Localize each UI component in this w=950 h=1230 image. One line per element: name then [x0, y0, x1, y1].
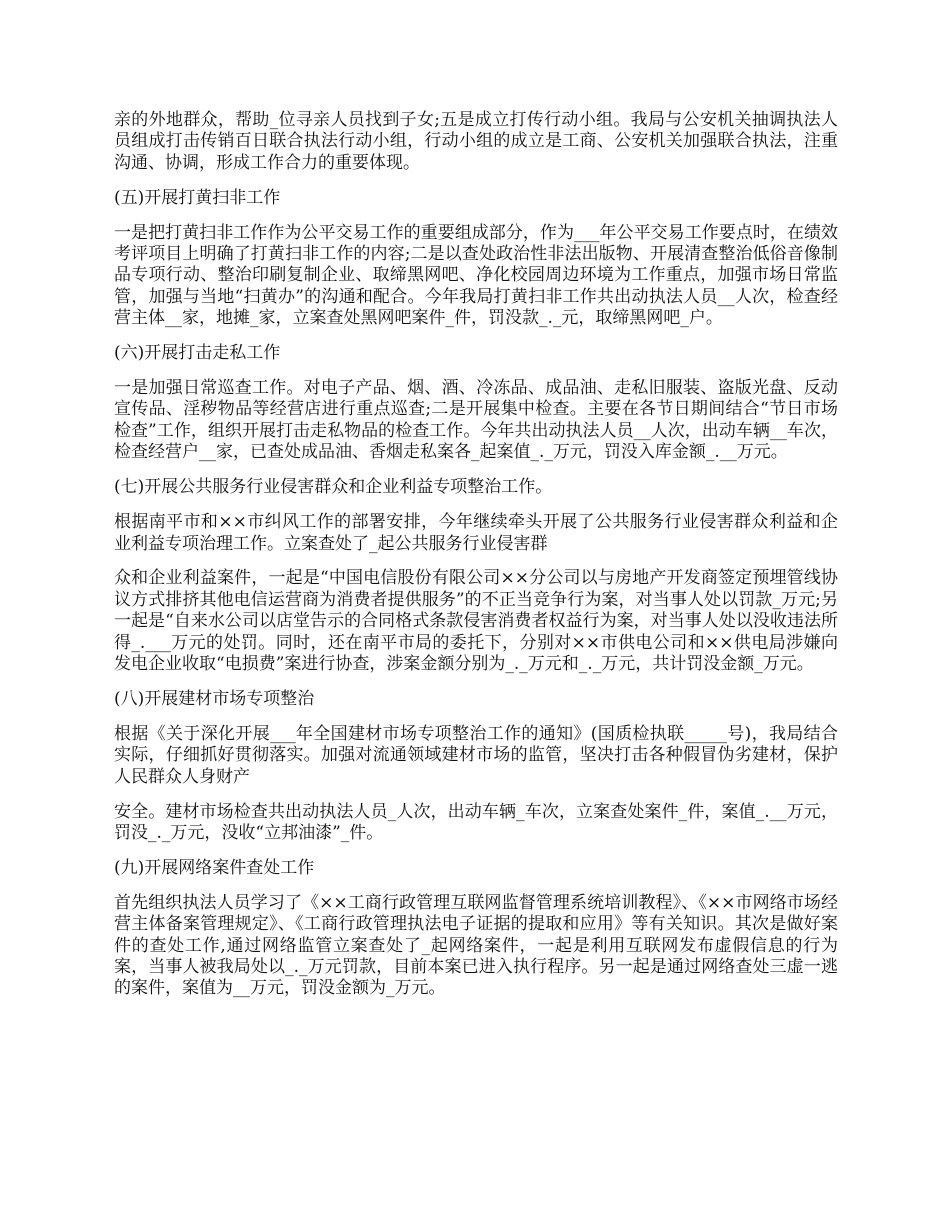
paragraph-section-8a: 根据《关于深化开展___年全国建材市场专项整治工作的通知》(国质检执联_____号)，我局结合实际，仔细抓好贯彻落实。加强对流通领域建材市场的监管，坚决打击各种假冒伪劣建材，保护人民群众人身财产: [114, 723, 838, 787]
section-heading-8: (八)开展建材市场专项整治: [114, 688, 315, 709]
section-heading-7: (七)开展公共服务行业侵害群众和企业利益专项整治工作。: [114, 477, 553, 498]
section-heading-5: (五)开展打黄扫非工作: [114, 187, 281, 208]
paragraph-intro: 亲的外地群众，帮助_位寻亲人员找到子女;五是成立打传行动小组。我局与公安机关抽调执法人员组成打击传销百日联合执法行动小组，行动小组的成立是工商、公安机关加强联合执法，注重沟通、协调，形成工作合力的重要体现。: [114, 110, 838, 173]
section-heading-6: (六)开展打击走私工作: [114, 343, 281, 364]
paragraph-section-6: 一是加强日常巡查工作。对电子产品、烟、酒、冷冻品、成品油、走私旧服装、盗版光盘、反动宣传品、淫秽物品等经营店进行重点巡查;二是开展集中检查。主要在各节日期间结合“节日市场检查”工作，组织开展打击走私物品的检查工作。今年共出动执法人员__人次，出动车辆__车次，检查经营户__家，已查处成品油、香烟走私案各_起案值_._万元，罚没入库金额_.__万元。: [114, 378, 838, 463]
paragraph-section-7a: 根据南平市和××市纠风工作的部署安排，今年继续牵头开展了公共服务行业侵害群众利益和企业利益专项治理工作。立案查处了_起公共服务行业侵害群: [114, 512, 838, 554]
paragraph-section-5: 一是把打黄扫非工作作为公平交易工作的重要组成部分，作为___年公平交易工作要点时，在绩效考评项目上明确了打黄扫非工作的内容;二是以查处政治性非法出版物、开展清查整治低俗音像制品专项行动、整治印刷复制企业、取缔黑网吧、净化校园周边环境为工作重点，加强市场日常监管，加强与当地“扫黄办”的沟通和配合。今年我局打黄扫非工作共出动执法人员__人次，检查经营主体__家，地摊_家，立案查处黑网吧案件_件，罚没款_._元，取缔黑网吧_户。: [114, 222, 838, 329]
section-heading-9: (九)开展网络案件查处工作: [114, 857, 315, 878]
paragraph-section-8b: 安全。建材市场检查共出动执法人员_人次，出动车辆_车次，立案查处案件_件，案值_.__万元，罚没_._万元，没收“立邦油漆”_件。: [114, 801, 838, 843]
paragraph-section-9: 首先组织执法人员学习了《××工商行政管理互联网监督管理系统培训教程》、《××市网络市场经营主体备案管理规定》、《工商行政管理执法电子证据的提取和应用》等有关知识。其次是做好案件的查处工作,通过网络监管立案查处了_起网络案件，一起是利用互联网发布虚假信息的行为案，当事人被我局处以_._万元罚款，目前本案已进入执行程序。另一起是通过网络查处三虚一逃的案件，案值为__万元，罚没金额为_万元。: [114, 892, 838, 999]
document-page: [114, 110, 838, 1013]
paragraph-section-7b: 众和企业利益案件，一起是“中国电信股份有限公司××分公司以与房地产开发商签定预埋管线协议方式排挤其他电信运营商为消费者提供服务”的不正当竞争行为案，对当事人处以罚款_万元;另一起是“自来水公司以店堂告示的合同格式条款侵害消费者权益行为案，对当事人处以没收违法所得_.___万元的处罚。同时，还在南平市局的委托下，分别对××市供电公司和××供电局涉嫌向发电企业收取“电损费”案进行协查，涉案金额分别为_._万元和_._万元，共计罚没金额_万元。: [114, 568, 838, 675]
